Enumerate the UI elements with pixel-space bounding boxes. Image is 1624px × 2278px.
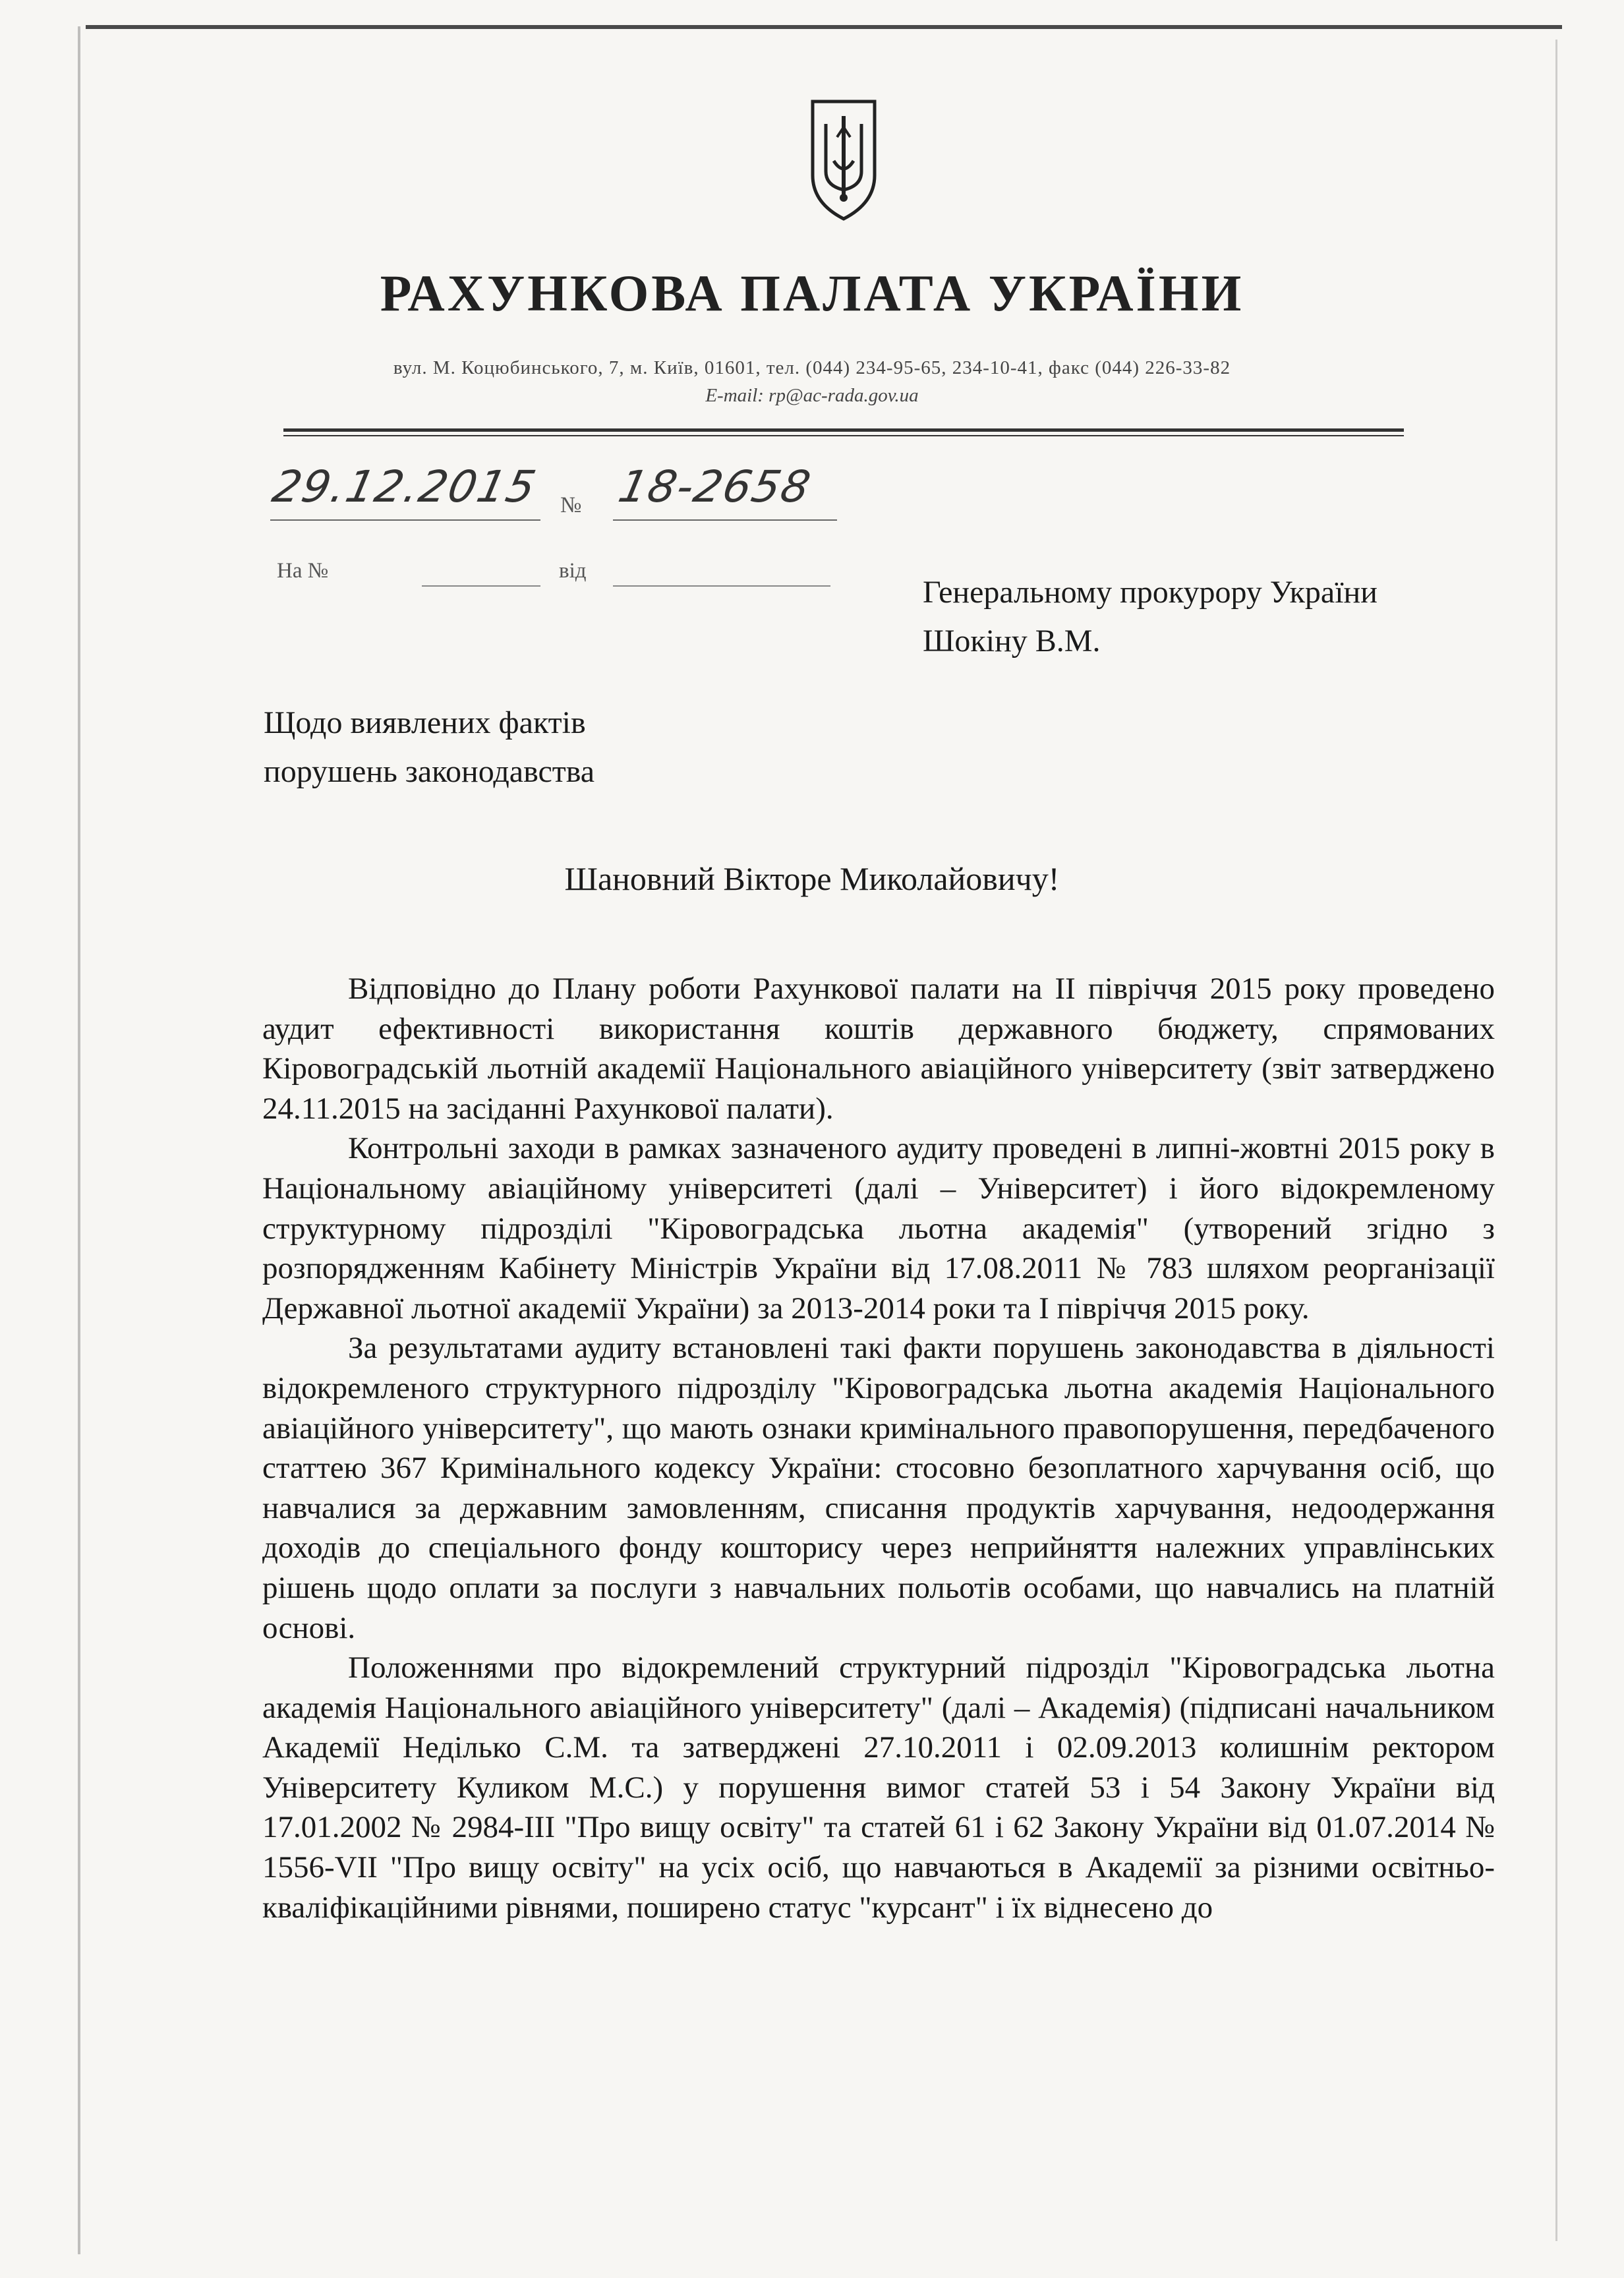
subject-block — [264, 699, 594, 796]
recipient-name: Шокіну В.М. — [923, 624, 1101, 658]
recipient-title: Генеральному прокурору України — [923, 575, 1378, 610]
date-underline — [270, 519, 540, 521]
scan-top-border — [86, 25, 1562, 29]
paragraph: Відповідно до Плану роботи Рахункової палати на II півріччя 2015 року проведено аудит ефективності використання коштів державного бюджету, спрямованих Кіровоградській льотній академії Національного авіаційного університету (звіт затверджено 24.11.2015 на засіданні Рахункової палати). — [262, 972, 1495, 1126]
organization-title: РАХУНКОВА ПАЛАТА УКРАЇНИ — [380, 264, 1244, 322]
coat-of-arms-icon — [807, 98, 880, 223]
reply-number-label: На № — [277, 559, 329, 583]
salutation: Шановний Вікторе Миколайовичу! — [564, 860, 1060, 897]
subject-line-1: Щодо виявлених фактів — [264, 705, 586, 740]
reply-date-blank — [613, 585, 830, 587]
organization-email: E-mail: rp@ac-rada.gov.ua — [705, 385, 919, 406]
reply-number-blank — [422, 585, 540, 587]
header-rule-thin — [283, 435, 1404, 436]
handwritten-number: 18-2658 — [614, 461, 816, 512]
subject-line-2: порушень законодавства — [264, 754, 595, 789]
header-rule-thick — [283, 428, 1404, 432]
number-label: № — [560, 493, 582, 517]
paragraph: Контрольні заходи в рамках зазначеного аудиту проведені в липні-жовтні 2015 року в Національному авіаційному університеті (далі – Університет) і його відокремленому структурному підрозділі "Кіровоградська льотна академія" (утворений згідно з розпорядженням Кабінету Міністрів України від 17.08.2011 № 783 шляхом реорганізації Державної льотної академії України) за 2013-2014 роки та I півріччя 2015 року. — [262, 1131, 1495, 1326]
letter-body — [262, 969, 1495, 1927]
recipient-block — [923, 568, 1378, 666]
paragraph: Положеннями про відокремлений структурний підрозділ "Кіровоградська льотна академія Національного авіаційного університету" (далі – Академія) (підписані начальником Академії Неділько С.М. та затверджені 27.10.2011 і 02.09.2013 колишнім ректором Університету Куликом М.С.) у порушення вимог статей 53 і 54 Закону України від 17.01.2002 № 2984-III "Про вищу освіту" та статей 61 і 62 Закону України від 01.07.2014 № 1556-VII "Про вищу освіту" на усіх осіб, що навчаються в Академії за різними освітньо-кваліфікаційними рівнями, поширено статус "курсант" і їх віднесено до — [262, 1650, 1495, 1925]
organization-address: вул. М. Коцюбинського, 7, м. Київ, 01601, тел. (044) 234-95-65, 234-10-41, факс (044) 226-33-82 — [393, 357, 1231, 378]
reply-date-label: від — [559, 559, 587, 583]
handwritten-date: 29.12.2015 — [268, 461, 542, 512]
paragraph: За результатами аудиту встановлені такі факти порушень законодавства в діяльності відокремленого структурного підрозділу "Кіровоградська льотна академія Національного авіаційного університету", що мають ознаки кримінального правопорушення, передбаченого статтею 367 Кримінального кодексу України: стосовно безоплатного харчування осіб, що навчалися за державним замовленням, списання продуктів харчування, недоодержання доходів до спеціального фонду кошторису через неприйняття належних управлінських рішень щодо оплати за послуги з навчальних польотів особами, що навчались на платній основі. — [262, 1331, 1495, 1645]
number-underline — [613, 519, 837, 521]
